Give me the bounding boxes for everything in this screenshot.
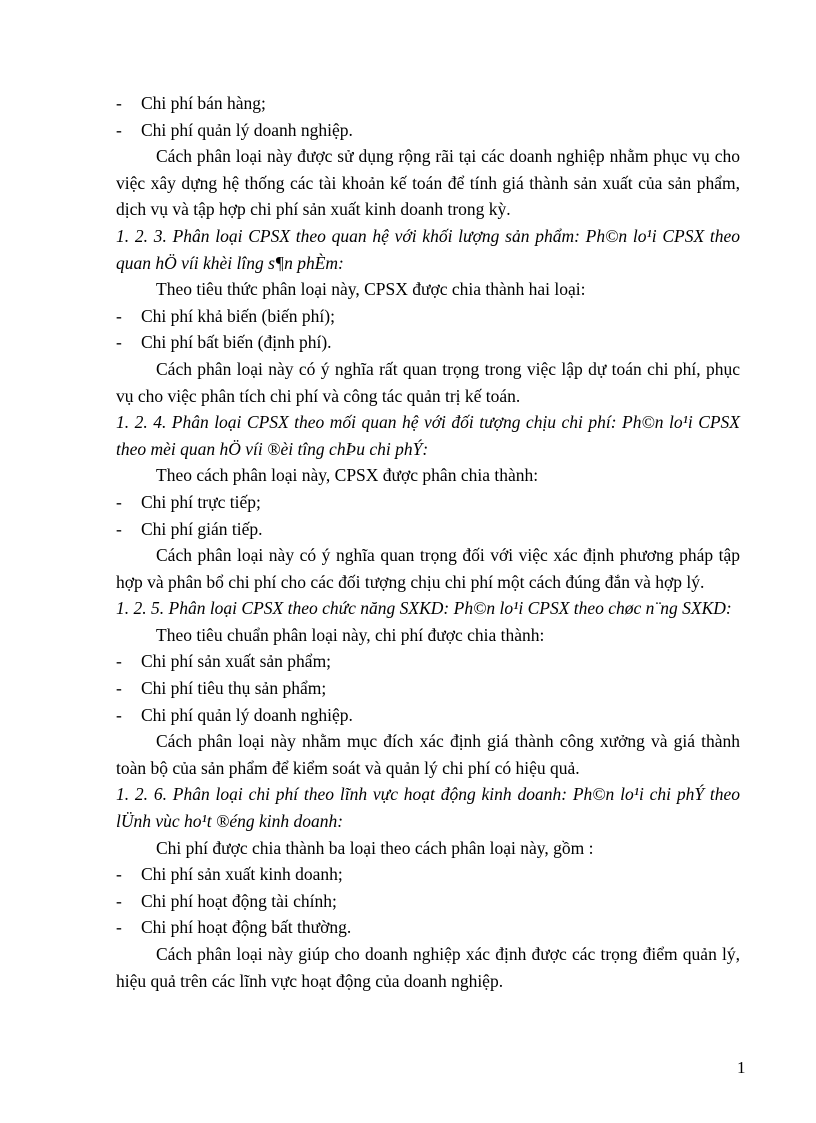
- bullet-item: [116, 888, 740, 915]
- paragraph: Cách phân loại này có ý nghĩa rất quan trọng trong việc lập dự toán chi phí, phục vụ cho việc phân tích chi phí và công tác quản trị kế toán.: [116, 358, 740, 406]
- section-heading: 1. 2. 4. Phân loại CPSX theo mối quan hệ với đối tượng chịu chi phí: Ph©n lo¹i CPSX theo mèi quan hÖ víi ®èi tîng chÞu chi phÝ:: [116, 412, 740, 459]
- bullet-text: Chi phí tiêu thụ sản phẩm;: [141, 678, 327, 699]
- bullet-text: Chi phí trực tiếp;: [141, 491, 261, 512]
- bullet-text: Chi phí khả biến (biến phí);: [141, 305, 335, 326]
- paragraph: Cách phân loại này giúp cho doanh nghiệp xác định được các trọng điểm quản lý, hiệu quả trên các lĩnh vực hoạt động của doanh nghiệp.: [116, 944, 740, 991]
- section-heading: 1. 2. 6. Phân loại chi phí theo lĩnh vực hoạt động kinh doanh: Ph©n lo¹i chi phÝ theo lÜnh vùc ho¹t ®éng kinh doanh:: [116, 784, 740, 832]
- bullet-text: Chi phí bất biến (định phí).: [141, 332, 332, 353]
- bullet-dash: -: [116, 651, 122, 672]
- bullet-item: [116, 675, 740, 702]
- bullet-dash: -: [116, 491, 122, 512]
- bullet-item: [116, 303, 740, 330]
- bullet-item: [116, 329, 740, 356]
- bullet-item: [116, 117, 740, 144]
- intro-line: Theo tiêu thức phân loại này, CPSX được chia thành hai loại:: [156, 279, 586, 300]
- document-body: [116, 90, 740, 994]
- bullet-text: Chi phí hoạt động bất thường.: [141, 917, 352, 938]
- intro-line: Theo cách phân loại này, CPSX được phân chia thành:: [156, 465, 539, 486]
- bullet-item: [116, 90, 740, 117]
- bullet-text: Chi phí gián tiếp.: [141, 518, 263, 539]
- bullet-item: [116, 648, 740, 675]
- bullet-text: Chi phí bán hàng;: [141, 93, 266, 113]
- bullet-dash: -: [116, 890, 122, 911]
- bullet-dash: -: [116, 119, 122, 140]
- bullet-item: [116, 861, 740, 888]
- bullet-text: Chi phí sản xuất sản phẩm;: [141, 651, 332, 672]
- bullet-text: Chi phí hoạt động tài chính;: [141, 890, 337, 911]
- bullet-text: Chi phí quản lý doanh nghiệp.: [141, 119, 353, 140]
- paragraph: Cách phân loại này có ý nghĩa quan trọng đối với việc xác định phương pháp tập hợp và phân bổ chi phí cho các đối tượng chịu chi phí một cách đúng đắn và hợp lý.: [116, 545, 740, 592]
- paragraph: Cách phân loại này nhằm mục đích xác định giá thành công xưởng và giá thành toàn bộ của sản phẩm để kiểm soát và quản lý chi phí có hiệu quả.: [116, 731, 740, 778]
- bullet-dash: -: [116, 678, 122, 699]
- page-number: 1: [737, 1058, 746, 1077]
- section-heading: 1. 2. 5. Phân loại CPSX theo chức năng SXKD: Ph©n lo¹i CPSX theo chøc n¨ng SXKD:: [116, 598, 732, 619]
- paragraph: Cách phân loại này được sử dụng rộng rãi tại các doanh nghiệp nhằm phục vụ cho việc xây dựng hệ thống các tài khoản kế toán để tính giá thành sản xuất của sản phẩm, dịch vụ và tập hợp chi phí sản xuất kinh doanh trong kỳ.: [116, 146, 740, 220]
- bullet-dash: -: [116, 518, 122, 539]
- bullet-dash: -: [116, 93, 122, 113]
- bullet-item: [116, 516, 740, 543]
- bullet-text: Chi phí quản lý doanh nghiệp.: [141, 704, 353, 725]
- bullet-dash: -: [116, 864, 122, 885]
- bullet-item: [116, 489, 740, 516]
- section-heading: 1. 2. 3. Phân loại CPSX theo quan hệ với khối lượng sản phẩm: Ph©n lo¹i CPSX theo quan hÖ víi khèi lîng s¶n phÈm:: [116, 225, 740, 273]
- bullet-text: Chi phí sản xuất kinh doanh;: [141, 864, 343, 885]
- bullet-dash: -: [116, 305, 122, 326]
- bullet-dash: -: [116, 917, 122, 938]
- intro-line: Theo tiêu chuẩn phân loại này, chi phí được chia thành:: [156, 624, 545, 645]
- intro-line: Chi phí được chia thành ba loại theo cách phân loại này, gồm :: [156, 837, 594, 858]
- bullet-item: [116, 702, 740, 729]
- bullet-item: [116, 914, 740, 941]
- bullet-dash: -: [116, 332, 122, 353]
- bullet-dash: -: [116, 704, 122, 725]
